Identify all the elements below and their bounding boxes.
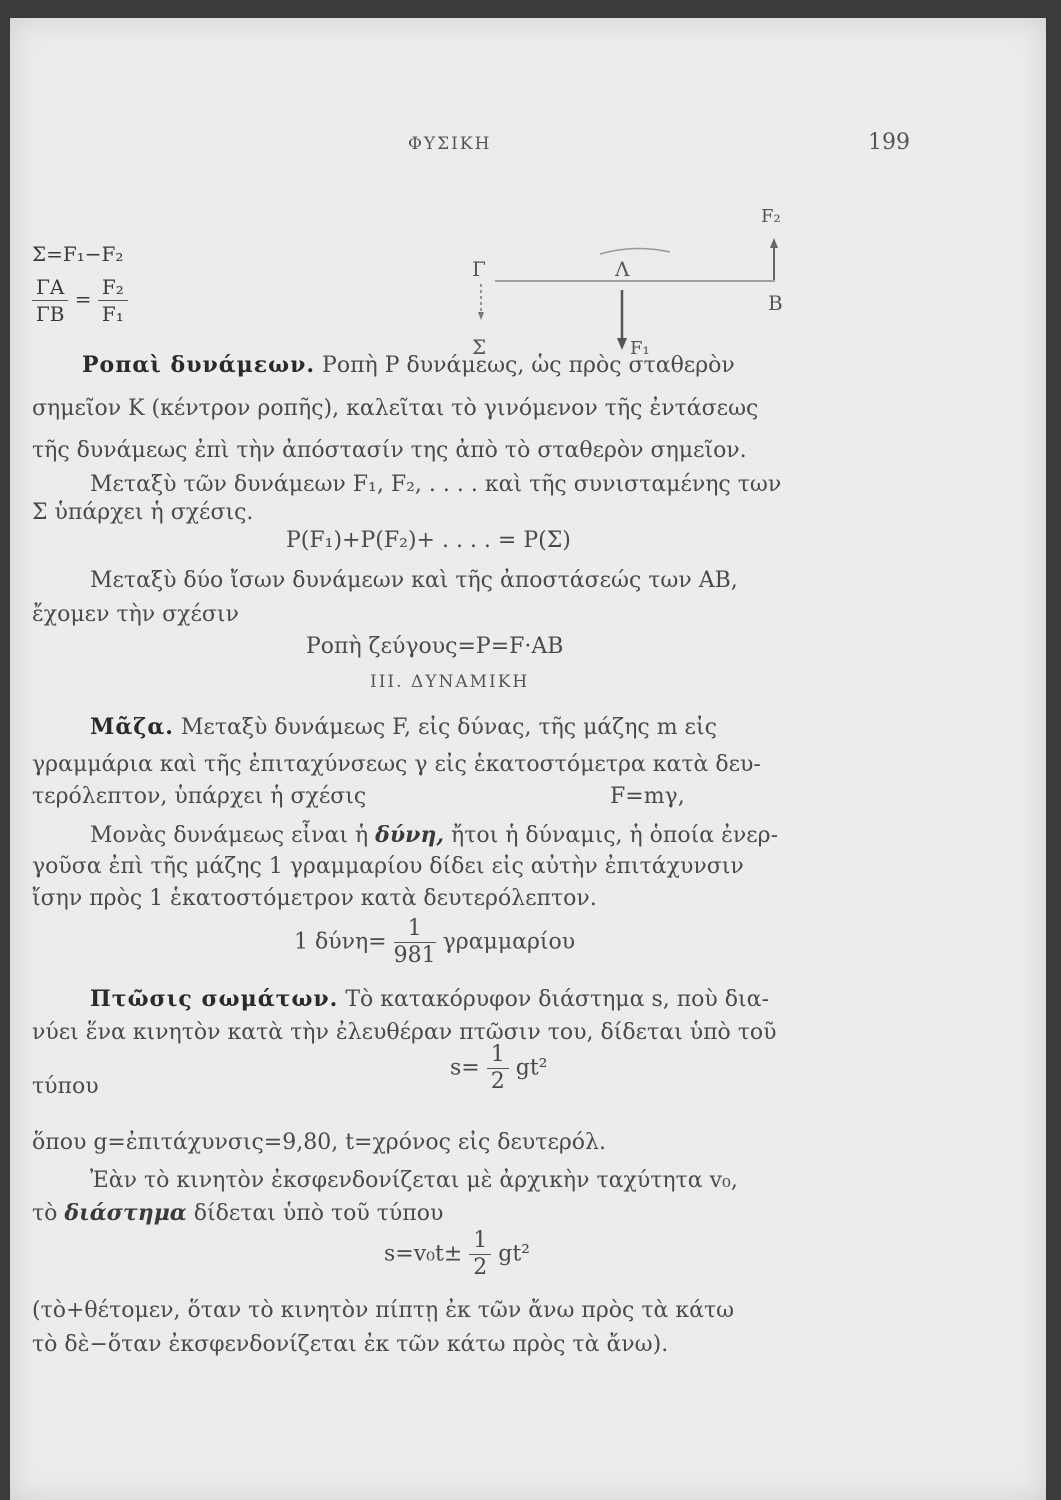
lever-force-diagram <box>450 198 810 368</box>
paragraph-couple-line2: ἔχομεν τὴν σχέσιν <box>32 602 239 627</box>
paragraph-fall-line1 <box>90 984 769 1015</box>
paragraph-thrown-line2 <box>32 1198 443 1229</box>
text-span: 2 <box>490 1069 505 1094</box>
equation-newton: F=mγ, <box>610 784 685 809</box>
resultant-arrowhead <box>478 312 484 320</box>
term-dyne: δύνη, <box>375 822 445 848</box>
paragraph-where-g: ὅπου g=ἐπιτάχυνσις=9,80, t=χρόνος εἰς δευτερόλ. <box>32 1130 606 1155</box>
text-span: δίδεται ὑπὸ τοῦ τύπου <box>193 1201 444 1226</box>
heading-falling-bodies: Πτῶσις σωμάτων. <box>90 986 339 1012</box>
label-lambda: Λ <box>615 257 630 281</box>
equation-free-fall <box>450 1042 547 1095</box>
ratio-right-denominator: F₁ <box>101 302 124 326</box>
text-span: 1 <box>394 916 436 943</box>
text-span: 1 δύνη= <box>294 929 387 955</box>
paragraph-sign-line2: τὸ δὲ−ὅταν ἐκσφενδονίζεται ἐκ τῶν κάτω πρὸς τὰ ἄνω). <box>32 1332 669 1357</box>
formula-sum: Σ=F₁−F₂ <box>32 242 124 266</box>
text-span: 1 <box>487 1042 509 1069</box>
formula-ratio <box>32 274 128 327</box>
label-f2: F₂ <box>761 206 781 227</box>
paragraph-moments-line2: σημεῖον Κ (κέντρον ροπῆς), καλεῖται τὸ γινόμενον τῆς ἐντάσεως <box>32 396 759 421</box>
paragraph-dyne-line1 <box>90 820 778 851</box>
equation-moments-sum: Ρ(F₁)+Ρ(F₂)+ . . . . = Ρ(Σ) <box>286 528 571 553</box>
ratio-right-numerator: F₂ <box>98 274 128 301</box>
equation-thrown <box>384 1228 530 1281</box>
paragraph-resultant-line2: Σ ὑπάρχει ἡ σχέσις. <box>32 500 254 525</box>
text-span: γραμμαρίου <box>442 929 576 955</box>
text-span: gt² <box>515 1055 548 1081</box>
dyne-fraction <box>394 916 436 969</box>
text-span: 1 <box>469 1228 491 1255</box>
paragraph-fall-line2: νύει ἕνα κινητὸν κατὰ τὴν ἐλευθέραν πτῶσιν του, δίδεται ὑπὸ τοῦ <box>32 1020 777 1045</box>
text-span: s= <box>450 1055 480 1081</box>
paragraph-mass-line3: τερόλεπτον, ὑπάρχει ἡ σχέσις <box>32 784 367 809</box>
paragraph-moments-line1 <box>82 350 735 381</box>
text-span: 981 <box>393 943 436 968</box>
book-page <box>10 18 1046 1500</box>
force-f2-arrowhead <box>770 238 778 248</box>
thrown-fraction <box>469 1228 491 1281</box>
text-span: Τὸ κατακόρυφον διάστημα s, ποὺ δια- <box>345 987 769 1012</box>
text-span: τὸ <box>32 1201 58 1226</box>
paragraph-mass-line2: γραμμάρια καὶ τῆς ἐπιταχύνσεως γ εἰς ἑκατοστόμετρα κατὰ δευ- <box>32 752 761 777</box>
equation-couple: Ροπὴ ζεύγους=Ρ=F·ΑΒ <box>306 634 564 659</box>
ratio-left-numerator: ΓΑ <box>32 274 68 301</box>
text-span: Ροπὴ Ρ δυνάμεως, ὡς πρὸς σταθερὸν <box>322 353 735 378</box>
paragraph-mass-line1 <box>90 712 717 743</box>
equation-dyne <box>294 916 575 969</box>
text-span: gt² <box>498 1241 530 1267</box>
section-heading-dynamics: ΙΙΙ. ΔΥΝΑΜΙΚΗ <box>370 672 530 692</box>
paragraph-thrown-line1: Ἐὰν τὸ κινητὸν ἐκσφενδονίζεται μὲ ἀρχικὴν ταχύτητα v₀, <box>90 1168 738 1193</box>
label-b: Β <box>768 291 783 315</box>
ratio-left-denominator: ΓΒ <box>35 302 65 326</box>
ratio-equals: = <box>74 287 92 311</box>
ratio-right-fraction <box>98 274 128 327</box>
ratio-left-fraction <box>32 274 68 327</box>
label-sigma: Σ <box>472 335 487 359</box>
lever-arc <box>600 248 670 254</box>
paragraph-fall-line3: τύπου <box>32 1074 99 1099</box>
paragraph-sign-line1: (τὸ+θέτομεν, ὅταν τὸ κινητὸν πίπτῃ ἐκ τῶν ἄνω πρὸς τὰ κάτω <box>32 1298 735 1323</box>
force-f1-arrowhead <box>617 338 627 350</box>
term-distance: διάστημα <box>64 1200 187 1226</box>
paragraph-dyne-line3: ἴσην πρὸς 1 ἑκατοστόμετρον κατὰ δευτερόλεπτον. <box>32 886 597 911</box>
free-fall-fraction <box>487 1042 509 1095</box>
heading-mass: Μᾶζα. <box>90 714 174 740</box>
text-span: ἤτοι ἡ δύναμις, ἡ ὁποία ἐνερ- <box>451 823 779 848</box>
paragraph-resultant-line1: Μεταξὺ τῶν δυνάμεων F₁, F₂, . . . . καὶ τῆς συνισταμένης των <box>90 472 782 497</box>
page-number: 199 <box>868 130 910 155</box>
label-f1: F₁ <box>630 338 650 359</box>
heading-moments: Ροπαὶ δυνάμεων. <box>82 352 316 378</box>
paragraph-dyne-line2: γοῦσα ἐπὶ τῆς μάζης 1 γραμμαρίου δίδει εἰς αὐτὴν ἐπιτάχυνσιν <box>32 854 744 879</box>
running-header: ΦΥΣΙΚΗ <box>408 134 492 154</box>
text-span: 2 <box>473 1255 488 1280</box>
paragraph-couple-line1: Μεταξὺ δύο ἴσων δυνάμεων καὶ τῆς ἀποστάσεώς των ΑΒ, <box>90 568 738 593</box>
paragraph-moments-line3: τῆς δυνάμεως ἐπὶ τὴν ἀπόστασίν της ἀπὸ τὸ σταθερὸν σημεῖον. <box>32 438 747 463</box>
text-span: Μονὰς δυνάμεως εἶναι ἡ <box>90 823 369 848</box>
text-span: s=v₀t± <box>384 1241 463 1267</box>
label-gamma: Γ <box>472 257 486 281</box>
text-span: Μεταξὺ δυνάμεως F, εἰς δύνας, τῆς μάζης m εἰς <box>180 715 717 740</box>
